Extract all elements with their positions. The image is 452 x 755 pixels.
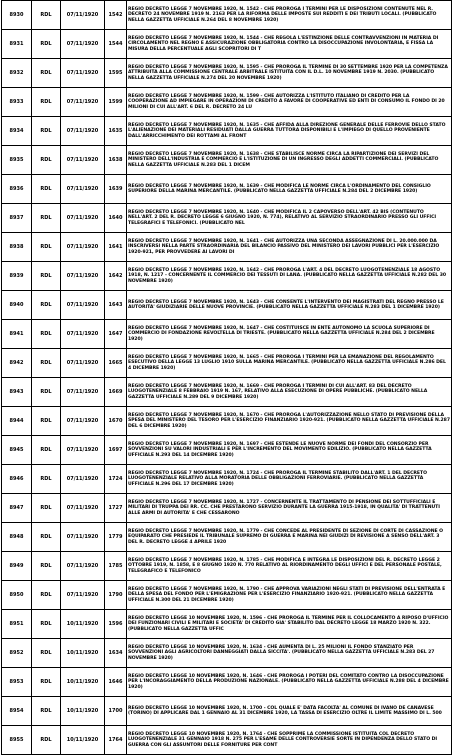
table-row xyxy=(2,262,452,291)
act-description-text: REGIO DECRETO LEGGE 7 NOVEMBRE 1920, N. 1779 - CHE CONCEDE AL PRESIDENTE DI SEZIONE DI CORTE DI CASSAZIONE O EQUIPARATO CHE PRESIEDE IL TRIBUNALE SUPREMO DI GUERRA E MARINA NEI GIUDIZI DI REVISIONE A SENSO DELL'ART. 3 DEL R. DECRETO LEGGE 4 APRILE 1920 xyxy=(128,529,443,545)
act-type: RDL xyxy=(32,552,61,581)
act-description xyxy=(127,523,452,552)
act-code: 1599 xyxy=(105,88,127,117)
act-description xyxy=(127,349,452,378)
act-code: 1647 xyxy=(105,320,127,349)
act-type: RDL xyxy=(32,436,61,465)
act-code: 1764 xyxy=(105,726,127,755)
act-description xyxy=(127,320,452,349)
table-row xyxy=(2,436,452,465)
act-description-text: REGIO DECRETO LEGGE 10 NOVEMBRE 1920, N. 1596 - CHE PROROGA IL TERMINE PER IL COLLOCAMENTO A RIPOSO D'UFFICIO DEI FUNZIONARI CIVILI E MILITARI E SOCIETA' DI CREDITO GIA' STABILITO DAL DECRETO LEGGE 18 MARZO 1920 N. 322. (PUBBLICATO NELLA GAZZETTA UFFIC xyxy=(128,616,449,632)
act-code: 1641 xyxy=(105,233,127,262)
record-number: 8950 xyxy=(2,581,32,610)
record-number: 8942 xyxy=(2,349,32,378)
act-date: 07/11/1920 xyxy=(61,523,105,552)
record-number: 8939 xyxy=(2,262,32,291)
act-description xyxy=(127,291,452,320)
record-number: 8949 xyxy=(2,552,32,581)
act-description-text: REGIO DECRETO LEGGE 7 NOVEMBRE 1920, N. 1790 - CHE APPROVA VARIAZIONI NEGLI STATI DI PREVISIONE DELL'ENTRATA E DELLA SPESA DEL FONDO PER L'EMIGRAZIONE PER L'ESERCIZIO FINANZIARIO 1920-921. (PUBBLICATO NELLA GAZZETTA UFFICIALE N.300 DEL 21 DICEMBRE 1920) xyxy=(128,587,446,603)
act-description-text: REGIO DECRETO LEGGE 10 NOVEMBRE 1920, N. 1634 - CHE AUMENTA DI L. 25 MILIONI IL FONDO STANZIATO PER SOVVENZIONI AGLI AGRICOLTORI DANNEGGIATI DALLA SICCITA'. (PUBBLICATO NELLA GAZZETTA UFFICIALE N.283 DEL 27 NOVEMBRE 1920) xyxy=(128,645,435,661)
act-code: 1700 xyxy=(105,697,127,726)
act-description-text: REGIO DECRETO LEGGE 7 NOVEMBRE 1920, N. 1641 - CHE AUTORIZZA UNA SECONDA ASSEGNAZIONE DI L. 20.000.000 DA INSCRIVERSI NELLA PARTE STRAORDINARIA DEL BILANCIO PASSIVO DEL MINISTERO DEI LAVORI PUBBLICI PER L'ESERCIZIO 1920-921, PER PROVVEDERE AI LAVORI DI xyxy=(128,239,440,255)
act-date: 10/11/1920 xyxy=(61,668,105,697)
act-date: 07/11/1920 xyxy=(61,204,105,233)
act-type: RDL xyxy=(32,378,61,407)
record-number: 8952 xyxy=(2,639,32,668)
act-description-text: REGIO DECRETO LEGGE 7 NOVEMBRE 1920, N. 1640 - CHE MODIFICA IL 2 CAPOVERSO DELL'ART. 42 BIS (CONTENUTO NELL'ART. 2 DEL R. DECRETO LEGGE 6 GIUGNO 1920, N. 774), RELATIVO AL SERVIZIO STRAORDINARIO PRESSO GLI UFFICI TELEGRAFICI E TELEFONICI. (PUBBLICATO NEL xyxy=(128,210,437,226)
act-type: RDL xyxy=(32,320,61,349)
act-description xyxy=(127,552,452,581)
act-description-text: REGIO DECRETO LEGGE 7 NOVEMBRE 1920, N. 1697 - CHE ESTENDE LE NUOVE NORME DEI FONDI DEL CONSORZIO PER SOVVENZIONI SU VALORI INDUSTRIALI E PER L'INCREMENTO DEL MOVIMENTO EDILIZIO. (PUBBLICATO NELLA GAZZETTA UFFICIALE N.293 DEL 14 DICEMBRE 1920) xyxy=(128,442,432,458)
record-number: 8932 xyxy=(2,59,32,88)
act-date: 07/11/1920 xyxy=(61,407,105,436)
act-date: 07/11/1920 xyxy=(61,233,105,262)
act-type: RDL xyxy=(32,697,61,726)
table-row xyxy=(2,146,452,175)
act-type: RDL xyxy=(32,204,61,233)
act-type: RDL xyxy=(32,407,61,436)
table-row xyxy=(2,204,452,233)
table-row xyxy=(2,407,452,436)
table-row xyxy=(2,465,452,494)
act-description xyxy=(127,639,452,668)
table-row xyxy=(2,30,452,59)
act-code: 1638 xyxy=(105,146,127,175)
act-date: 07/11/1920 xyxy=(61,30,105,59)
act-description xyxy=(127,407,452,436)
act-description-text: REGIO DECRETO LEGGE 7 NOVEMBRE 1920, N. 1785 - CHE MODIFICA E INTEGRA LE DISPOSIZIONI DEL R. DECRETO LEGGE 2 OTTOBRE 1919, N. 1858, E 8 GIUGNO 1920 N. 770 RELATIVO AL RIORDINAMENTO DEGLI UFFICI E DEL PERSONALE POSTALE, TELEGRAFICO E TELEFONICO xyxy=(128,558,442,574)
act-description xyxy=(127,30,452,59)
act-date: 07/11/1920 xyxy=(61,494,105,523)
table-row xyxy=(2,552,452,581)
act-date: 10/11/1920 xyxy=(61,639,105,668)
act-description-text: REGIO DECRETO LEGGE 7 NOVEMBRE 1920, N. 1724 - CHE PROROGA IL TERMINE STABILITO DALL'ART. 1 DEL DECRETO LUOGOTENENZIALE RELATIVO ALLA MORATORIA DELLE OBBLIGAZIONI FERROVIARIE. (PUBBLICATO NELLA GAZZETTA UFFICIALE N.296 DEL 17 DICEMBRE 1920) xyxy=(128,471,427,487)
act-description-text: REGIO DECRETO LEGGE 7 NOVEMBRE 1920, N. 1599 - CHE AUTORIZZA L'ISTITUTO ITALIANO DI CREDITO PER LA COOPERAZIONE AD IMPIEGARE IN OPERAZIONI DI CREDITO A FAVORE DI COOPERATIVE ED ENTI DI CONSUMO IL FONDO DI 20 MILIONI DI CUI ALL'ART. 6 DEL R. DECRETO 24 LU xyxy=(128,94,445,110)
record-number: 8935 xyxy=(2,146,32,175)
legislation-table xyxy=(1,0,452,755)
table-row xyxy=(2,233,452,262)
act-description-text: REGIO DECRETO LEGGE 7 NOVEMBRE 1920, N. 1595 - CHE PROROGA IL TERMINE DI 30 SETTEMBRE 1920 PER LA COMPETENZA ATTRIBUITA ALLA COMMISSIONE CENTRALE ARBITRALE ISTITUITA CON IL D.L. 10 NOVEMBRE 1919 N. 2030. (PUBBLICATO NELLA GAZZETTA UFFICIALE N.274 DEL 20 NOVEMBRE 1920) xyxy=(128,65,448,81)
table-row xyxy=(2,175,452,204)
record-number: 8937 xyxy=(2,204,32,233)
act-type: RDL xyxy=(32,523,61,552)
record-number: 8941 xyxy=(2,320,32,349)
act-description-text: REGIO DECRETO LEGGE 7 NOVEMBRE 1920, N. 1542 - CHE PROROGA I TERMINI PER LE DISPOSIZIONI CONTENUTE NEL R. DECRETO 24 NOVEMBRE 1919 N. 2163 PER LA RIFORMA DELLE IMPOSTE SUI REDDITI E DEI TRIBUTI LOCALI. (PUBBLICATO NELLA GAZZETTA UFFICIALE N.264 DEL 8 NOVEMBRE 1920) xyxy=(128,7,437,23)
act-description xyxy=(127,117,452,146)
act-code: 1642 xyxy=(105,262,127,291)
act-description-text: REGIO DECRETO LEGGE 7 NOVEMBRE 1920, N. 1669 - CHE PROROGA I TERMINI DI CUI ALL'ART. 83 DEL DECRETO LUOGOTENENZIALE 8 FEBBRAIO 1919 N. 167, RELATIVO ALLA ESECUZIONE DI OPERE PUBBLICHE. (PUBBLICATO NELLA GAZZETTA UFFICIALE N.289 DEL 9 DICEMBRE 1920) xyxy=(128,384,428,400)
act-date: 10/11/1920 xyxy=(61,726,105,755)
act-type: RDL xyxy=(32,146,61,175)
act-code: 1639 xyxy=(105,175,127,204)
act-description-text: REGIO DECRETO LEGGE 7 NOVEMBRE 1920, N. 1647 - CHE COSTITUISCE IN ENTE AUTONOMO LA SCUOLA SUPERIORE DI COMMERCIO DI FONDAZIONE REVOLTELLA DI TRIESTE. (PUBBLICATO NELLA GAZZETTA UFFICIALE N.284 DEL 2 DICEMBRE 1920) xyxy=(128,326,435,342)
act-description xyxy=(127,726,452,755)
act-date: 07/11/1920 xyxy=(61,1,105,30)
act-description-text: REGIO DECRETO LEGGE 7 NOVEMBRE 1920, N. 1642 - CHE PROROGA L'ART. 4 DEL DECRETO LUOGOTENENZIALE 18 AGOSTO 1918, N. 1217 - CONCERNENTE IL COMMERCIO DEI TESSUTI DI LANA. (PUBBLICATO NELLA GAZZETTA UFFICIALE N.282 DEL 30 NOVEMBRE 1920) xyxy=(128,268,446,284)
act-description-text: REGIO DECRETO LEGGE 7 NOVEMBRE 1920, N. 1635 - CHE AFFIDA ALLA DIREZIONE GENERALE DELLE FERROVIE DELLO STATO L'ALIENAZIONE DEI MATERIALI RESIDUATI DALLA GUERRA TUTTORA DISPONIBILI E L'IMPIEGO DI QUELLO PROVENIENTE DALL'ARRICCHIMENTO DEI ROTTAMI AL FRONT xyxy=(128,123,446,139)
act-description-text: REGIO DECRETO LEGGE 10 NOVEMBRE 1920, N. 1646 - CHE PROROGA I POTERI DEL COMITATO CONTRO LA DISOCCUPAZIONE PER L'INCORAGGIAMENTO DELLA PRODUZIONE NAZIONALE. (PUBBLICATO NELLA GAZZETTA UFFICIALE N.288 DEL 4 DICEMBRE 1920) xyxy=(128,674,449,690)
table-body xyxy=(2,1,452,755)
act-date: 07/11/1920 xyxy=(61,262,105,291)
record-number: 8931 xyxy=(2,30,32,59)
act-type: RDL xyxy=(32,30,61,59)
record-number: 8955 xyxy=(2,726,32,755)
act-code: 1643 xyxy=(105,291,127,320)
act-code: 1544 xyxy=(105,30,127,59)
act-type: RDL xyxy=(32,233,61,262)
act-description xyxy=(127,581,452,610)
act-code: 1727 xyxy=(105,494,127,523)
act-description xyxy=(127,494,452,523)
record-number: 8940 xyxy=(2,291,32,320)
act-type: RDL xyxy=(32,59,61,88)
act-description-text: REGIO DECRETO LEGGE 7 NOVEMBRE 1920, N. 1665 - CHE PROROGA I TERMINI PER LA EMANAZIONE DEL REGOLAMENTO ESECUTIVO DELLA LEGGE 13 LUGLIO 1910 SULLA MARINA MERCANTILE. (PUBBLICATO NELLA GAZZETTA UFFICIALE N.286 DEL 4 DICEMBRE 1920) xyxy=(128,355,446,371)
table-row xyxy=(2,88,452,117)
table-row xyxy=(2,320,452,349)
act-description xyxy=(127,175,452,204)
record-number: 8948 xyxy=(2,523,32,552)
act-code: 1670 xyxy=(105,407,127,436)
act-type: RDL xyxy=(32,726,61,755)
record-number: 8933 xyxy=(2,88,32,117)
table-row xyxy=(2,610,452,639)
record-number: 8938 xyxy=(2,233,32,262)
act-description-text: REGIO DECRETO LEGGE 10 NOVEMBRE 1920, N. 1700 - COL QUALE E' DATA FACOLTA' AL COMUNE DI IVANO DE CANAVESE (TORINO) DI APPLICARE DAL 1 GENNAIO AL 31 DICEMBRE 1920, LA TASSA DI ESERCIZIO OLTRE IL LIMITE MASSIMO DI L. 500 xyxy=(128,705,442,716)
act-date: 07/11/1920 xyxy=(61,436,105,465)
table-row xyxy=(2,59,452,88)
table-row xyxy=(2,349,452,378)
act-code: 1724 xyxy=(105,465,127,494)
act-date: 10/11/1920 xyxy=(61,697,105,726)
act-description xyxy=(127,436,452,465)
table-row xyxy=(2,581,452,610)
act-type: RDL xyxy=(32,494,61,523)
record-number: 8953 xyxy=(2,668,32,697)
act-code: 1697 xyxy=(105,436,127,465)
act-type: RDL xyxy=(32,639,61,668)
act-description xyxy=(127,697,452,726)
act-description xyxy=(127,59,452,88)
act-type: RDL xyxy=(32,349,61,378)
act-date: 07/11/1920 xyxy=(61,465,105,494)
table-row xyxy=(2,1,452,30)
act-type: RDL xyxy=(32,117,61,146)
act-code: 1596 xyxy=(105,610,127,639)
act-code: 1634 xyxy=(105,639,127,668)
act-code: 1785 xyxy=(105,552,127,581)
act-code: 1646 xyxy=(105,668,127,697)
act-type: RDL xyxy=(32,668,61,697)
act-code: 1640 xyxy=(105,204,127,233)
act-description-text: REGIO DECRETO LEGGE 10 NOVEMBRE 1920, N. 1764 - CHE SOPPRIME LA COMMISSIONE ISTITUITA COL DECRETO LUOGOTENENZIALE 31 GENNAIO 1918 N. 275 PER L'ESAME DELLE CONTROVERSIE SORTE IN DIPENDENZA DELLO STATO DI GUERRA CON GLI ASSUNTORI DELLE FORNITURE PER CONT xyxy=(128,732,438,748)
table-row xyxy=(2,726,452,755)
act-description xyxy=(127,262,452,291)
act-code: 1669 xyxy=(105,378,127,407)
act-date: 07/11/1920 xyxy=(61,117,105,146)
act-type: RDL xyxy=(32,88,61,117)
act-description-text: REGIO DECRETO LEGGE 7 NOVEMBRE 1920, N. 1670 - CHE PROROGA L'AUTORIZZAZIONE NELLO STATO DI PREVISIONE DELLA SPESA DEL MINISTERO DEL TESORO PER L'ESERCIZIO FINANZIARIO 1920-921. (PUBBLICATO NELLA GAZZETTA UFFICIALE N.287 DEL 6 DICEMBRE 1920) xyxy=(128,413,450,429)
record-number: 8934 xyxy=(2,117,32,146)
act-date: 07/11/1920 xyxy=(61,378,105,407)
record-number: 8947 xyxy=(2,494,32,523)
act-description-text: REGIO DECRETO LEGGE 7 NOVEMBRE 1920, N. 1727 - CONCERNENTE IL TRATTAMENTO DI PENSIONE DEI SOTTUFFICIALI E MILITARI DI TRUPPA DEI RR. CC. CHE PRESTARONO SERVIZIO DURANTE LA GUERRA 1915-1918, IN QUALITA' DI TRATTENUTI ALLE ARMI DI AUTORITA' E CHE CESSARONO xyxy=(128,500,440,516)
record-number: 8936 xyxy=(2,175,32,204)
act-type: RDL xyxy=(32,262,61,291)
act-date: 07/11/1920 xyxy=(61,175,105,204)
act-type: RDL xyxy=(32,465,61,494)
record-number: 8946 xyxy=(2,465,32,494)
act-type: RDL xyxy=(32,175,61,204)
act-description xyxy=(127,378,452,407)
act-description xyxy=(127,465,452,494)
act-code: 1790 xyxy=(105,581,127,610)
act-code: 1665 xyxy=(105,349,127,378)
act-description xyxy=(127,1,452,30)
record-number: 8951 xyxy=(2,610,32,639)
act-description xyxy=(127,146,452,175)
act-description-text: REGIO DECRETO LEGGE 7 NOVEMBRE 1920, N. 1643 - CHE CONSENTE L'INTERVENTO DEI MAGISTRATI DEL REGNO PRESSO LE AUTORITA' GIUDIZIARIE DELLE NUOVE PROVINCIE. (PUBBLICATO NELLA GAZZETTA UFFICIALE N.283 DEL 1 DICEMBRE 1920) xyxy=(128,299,444,310)
act-code: 1542 xyxy=(105,1,127,30)
act-code: 1595 xyxy=(105,59,127,88)
act-date: 07/11/1920 xyxy=(61,59,105,88)
act-description xyxy=(127,204,452,233)
act-description xyxy=(127,88,452,117)
act-date: 07/11/1920 xyxy=(61,349,105,378)
act-date: 07/11/1920 xyxy=(61,552,105,581)
act-description-text: REGIO DECRETO LEGGE 7 NOVEMBRE 1920, N. 1544 - CHE REGOLA L'ESTINZIONE DELLE CONTRAVVENZIONI IN MATERIA DI CIRCOLAMENTO NEL REGNO E ASSICURAZIONE OBBLIGATORIA CONTRO LA DISOCCUPAZIONE INVOLONTARIA, E FISSA LA MISURA DELLA PERCENTUALE AGLI SCOPRITORI DI T xyxy=(128,36,439,52)
act-date: 07/11/1920 xyxy=(61,88,105,117)
act-code: 1635 xyxy=(105,117,127,146)
table-row xyxy=(2,494,452,523)
record-number: 8945 xyxy=(2,436,32,465)
act-description xyxy=(127,610,452,639)
act-description xyxy=(127,233,452,262)
table-row xyxy=(2,291,452,320)
act-description xyxy=(127,668,452,697)
act-code: 1779 xyxy=(105,523,127,552)
table-row xyxy=(2,697,452,726)
table-row xyxy=(2,639,452,668)
table-row xyxy=(2,668,452,697)
act-date: 07/11/1920 xyxy=(61,146,105,175)
act-type: RDL xyxy=(32,581,61,610)
act-date: 07/11/1920 xyxy=(61,320,105,349)
table-row xyxy=(2,117,452,146)
act-type: RDL xyxy=(32,291,61,320)
act-description-text: REGIO DECRETO LEGGE 7 NOVEMBRE 1920, N. 1639 - CHE MODIFICA LE NORME CIRCA L'ORDINAMENTO DEL CONSIGLIO SUPERIORE DELLA MARINA MERCANTILE. (PUBBLICATO NELLA GAZZETTA UFFICIALE N.284 DEL 2 DICEMBRE 1920) xyxy=(128,183,431,194)
record-number: 8943 xyxy=(2,378,32,407)
act-date: 07/11/1920 xyxy=(61,581,105,610)
act-date: 10/11/1920 xyxy=(61,610,105,639)
record-number: 8930 xyxy=(2,1,32,30)
act-date: 07/11/1920 xyxy=(61,291,105,320)
table-row xyxy=(2,378,452,407)
act-type: RDL xyxy=(32,1,61,30)
act-type: RDL xyxy=(32,610,61,639)
record-number: 8954 xyxy=(2,697,32,726)
record-number: 8944 xyxy=(2,407,32,436)
act-description-text: REGIO DECRETO LEGGE 7 NOVEMBRE 1920, N. 1638 - CHE STABILISCE NORME CIRCA LA RIPARTIZIONE DEI SERVIZI DEL MINISTERO DELL'INDUSTRIA E COMMERCIO E L'ISTITUZIONE DI UN INGRESSO DEGLI ADDETTI COMMERCIALI. (PUBBLICATO NELLA GAZZETTA UFFICIALE N.283 DEL 1 DICEM xyxy=(128,152,439,168)
table-row xyxy=(2,523,452,552)
